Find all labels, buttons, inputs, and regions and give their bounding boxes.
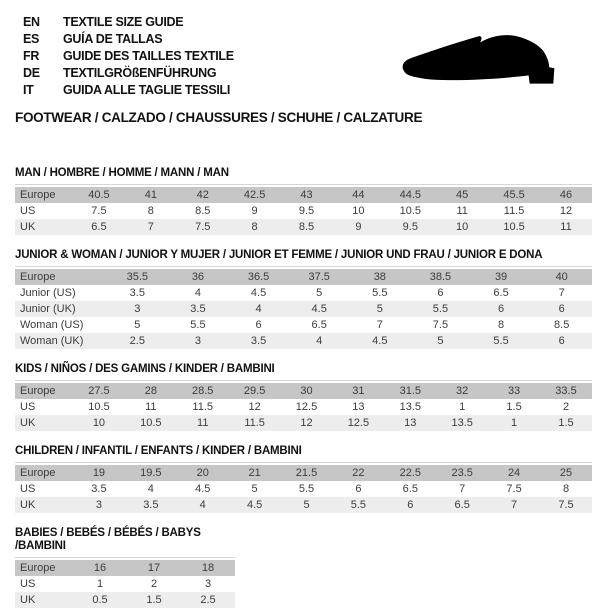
language-label: TEXTILE SIZE GUIDE [63, 15, 184, 29]
size-value: 6.5 [91, 221, 107, 233]
size-value: 3.5 [143, 499, 159, 511]
size-value: 36 [191, 271, 205, 283]
size-value: 4.5 [372, 335, 388, 347]
size-value: 5 [376, 303, 383, 315]
size-value: 42.5 [243, 189, 266, 201]
size-value: 12 [248, 401, 261, 413]
size-value: 6 [355, 483, 362, 495]
size-value: 6.5 [311, 319, 327, 331]
size-value: 5.5 [298, 483, 315, 495]
size-value: 7.5 [558, 499, 574, 511]
size-table-title: CHILDREN / INFANTIL / ENFANTS / KINDER / BAMBINI [15, 445, 302, 457]
size-value: 1 [511, 417, 518, 429]
size-value: 3 [134, 303, 141, 315]
size-value: 6.5 [454, 499, 470, 511]
row-label: Junior (US) [20, 287, 76, 299]
size-value: 44 [352, 189, 365, 201]
table-row [15, 592, 235, 608]
language-label: TEXTILGRÖßENFÜHRUNG [63, 66, 217, 80]
size-value: 45 [456, 189, 469, 201]
size-value: 12.5 [295, 401, 318, 413]
size-value: 5 [251, 483, 258, 495]
size-value: 13 [352, 401, 365, 413]
language-label: GUIDE DES TAILLES TEXTILE [63, 49, 234, 63]
size-value: 6 [558, 335, 565, 347]
size-value: 24 [507, 467, 521, 479]
size-value: 5 [303, 499, 310, 511]
size-value: 13 [404, 417, 417, 429]
size-value: 8 [251, 221, 258, 233]
language-code: ES [23, 32, 40, 46]
table-row [15, 219, 592, 235]
table-row [15, 301, 592, 317]
size-table [15, 383, 592, 431]
row-label: UK [20, 221, 36, 233]
size-table [15, 465, 592, 513]
size-value: 33.5 [555, 385, 577, 397]
size-value: 12.5 [347, 417, 370, 429]
row-label: US [20, 205, 36, 217]
size-value: 6 [558, 303, 565, 315]
size-table-section [15, 445, 592, 513]
size-value: 5.5 [493, 335, 509, 347]
table-divider [15, 266, 592, 267]
size-value: 3 [194, 335, 201, 347]
language-code: DE [23, 66, 40, 80]
size-value: 6.5 [493, 287, 509, 299]
size-value: 20 [196, 467, 209, 479]
row-label: US [20, 483, 36, 495]
size-value: 31 [352, 385, 365, 397]
size-value: 10.5 [503, 221, 525, 233]
size-value: 6 [437, 287, 444, 299]
size-value: 7.5 [506, 483, 522, 495]
row-label: UK [20, 499, 36, 511]
size-value: 9 [251, 205, 258, 217]
table-row [15, 399, 592, 415]
size-table-title: BABIES / BEBÉS / BÉBÉS / BABYS /BAMBINI [15, 527, 201, 552]
table-row [15, 415, 592, 431]
size-value: 21.5 [295, 467, 318, 479]
size-value: 46 [559, 189, 573, 201]
size-value: 5 [134, 319, 141, 331]
size-table [15, 269, 592, 349]
size-value: 28 [144, 385, 157, 397]
size-value: 11.5 [503, 205, 525, 217]
category-heading: FOOTWEAR / CALZADO / CHAUSSURES / SCHUHE / CALZATURE [15, 110, 423, 125]
language-code: FR [23, 49, 40, 63]
size-value: 2.5 [200, 594, 216, 606]
size-value: 4 [147, 483, 154, 495]
size-value: 8 [562, 483, 570, 495]
size-value: 6 [255, 319, 262, 331]
row-label: Europe [20, 189, 56, 201]
row-label: Europe [20, 271, 56, 283]
size-value: 2 [562, 401, 570, 413]
size-value: 5.5 [372, 287, 388, 299]
size-value: 9.5 [298, 205, 315, 217]
size-value: 3 [95, 499, 102, 511]
size-value: 35.5 [126, 271, 149, 283]
size-value: 11.5 [244, 417, 265, 429]
size-value: 5 [316, 287, 323, 299]
table-row [15, 465, 592, 481]
size-value: 6.5 [402, 483, 418, 495]
size-value: 3.5 [190, 303, 206, 315]
size-value: 25 [559, 467, 573, 479]
table-divider [15, 557, 235, 558]
language-label: GUIDA ALLE TAGLIE TESSILI [63, 83, 231, 97]
size-value: 5 [437, 335, 444, 347]
size-value: 11 [145, 401, 157, 413]
size-table-title: MAN / HOMBRE / HOMME / MANN / MAN [15, 167, 229, 179]
size-tables [15, 167, 590, 608]
size-value: 30 [300, 385, 313, 397]
size-value: 1.5 [146, 594, 162, 606]
table-row [15, 269, 592, 285]
size-value: 39 [494, 271, 508, 283]
size-value: 10 [352, 205, 365, 217]
size-value: 4 [199, 499, 206, 511]
size-table-section [15, 167, 592, 235]
row-label: US [20, 401, 36, 413]
size-value: 10.5 [88, 401, 110, 413]
size-value: 4.5 [195, 483, 211, 495]
size-value: 5.5 [350, 499, 367, 511]
size-value: 28.5 [192, 385, 214, 397]
size-value: 3.5 [91, 483, 107, 495]
row-label: Europe [20, 467, 56, 479]
size-value: 7 [558, 287, 565, 299]
size-value: 10 [92, 417, 106, 429]
row-label: UK [20, 417, 36, 429]
table-row [15, 560, 235, 576]
size-value: 4.5 [250, 287, 267, 299]
size-value: 10 [456, 221, 469, 233]
row-label: Woman (US) [20, 319, 84, 331]
table-row [15, 317, 592, 333]
size-value: 6 [407, 499, 414, 511]
row-label: US [20, 578, 36, 590]
size-value: 8 [498, 319, 505, 331]
size-value: 12 [300, 417, 313, 429]
size-value: 8 [147, 205, 154, 217]
size-value: 29.5 [243, 385, 266, 397]
size-table [15, 187, 592, 235]
size-value: 31.5 [399, 385, 421, 397]
size-value: 19.5 [140, 467, 162, 479]
language-code: IT [23, 83, 34, 97]
size-value: 7.5 [432, 319, 449, 331]
size-value: 1 [459, 401, 466, 413]
size-value: 45.5 [503, 189, 525, 201]
size-value: 8.5 [298, 221, 315, 233]
size-value: 40 [555, 271, 568, 283]
size-value: 11 [197, 417, 209, 429]
size-value: 19 [92, 467, 106, 479]
size-value: 18 [201, 562, 215, 574]
language-code: EN [23, 15, 40, 29]
size-value: 43 [300, 189, 313, 201]
table-row [15, 187, 592, 203]
size-value: 4 [194, 287, 201, 299]
size-value: 0.5 [92, 594, 108, 606]
size-table-section [15, 363, 592, 431]
table-row [15, 285, 592, 301]
size-value: 27.5 [88, 385, 110, 397]
size-table [15, 560, 235, 608]
size-value: 2 [150, 578, 158, 590]
size-table-title: KIDS / NIÑOS / DES GAMINS / KINDER / BAMBINI [15, 363, 275, 375]
size-value: 16 [93, 562, 107, 574]
table-divider [15, 462, 592, 463]
size-value: 4.5 [311, 303, 327, 315]
table-row [15, 481, 592, 497]
size-value: 1.5 [558, 417, 574, 429]
size-value: 1.5 [506, 401, 522, 413]
table-row [15, 576, 235, 592]
size-value: 7 [459, 483, 466, 495]
size-value: 11.5 [192, 401, 214, 413]
size-value: 22 [352, 467, 365, 479]
row-label: Europe [20, 385, 56, 397]
table-divider [15, 184, 592, 185]
size-value: 7.5 [195, 221, 211, 233]
size-value: 38.5 [429, 271, 452, 283]
size-value: 7.5 [91, 205, 107, 217]
size-value: 41 [144, 189, 157, 201]
size-value: 3.5 [250, 335, 267, 347]
row-label: Europe [20, 562, 56, 574]
size-value: 38 [373, 271, 386, 283]
size-value: 22.5 [399, 467, 421, 479]
row-label: Junior (UK) [20, 303, 76, 315]
table-row [15, 383, 592, 399]
size-value: 11 [560, 221, 572, 233]
language-label: GUÍA DE TALLAS [63, 32, 163, 46]
size-value: 1 [96, 578, 104, 590]
row-label: Woman (UK) [20, 335, 84, 347]
size-value: 42 [196, 189, 209, 201]
size-value: 17 [147, 562, 161, 574]
size-value: 8.5 [554, 319, 570, 331]
size-table-title: JUNIOR & WOMAN / JUNIOR Y MUJER / JUNIOR ET FEMME / JUNIOR UND FRAU / JUNIOR E DONA [15, 249, 543, 261]
table-row [15, 333, 592, 349]
size-table-section [15, 527, 235, 608]
size-value: 3.5 [129, 287, 145, 299]
row-label: UK [20, 594, 36, 606]
table-row [15, 203, 592, 219]
size-value: 37.5 [308, 271, 330, 283]
size-value: 7 [147, 221, 154, 233]
size-value: 8.5 [195, 205, 211, 217]
size-value: 36.5 [247, 271, 270, 283]
size-value: 3 [204, 578, 212, 590]
size-value: 4 [255, 303, 262, 315]
shoe-icon [398, 24, 578, 96]
size-value: 4.5 [246, 499, 263, 511]
size-value: 5.5 [432, 303, 449, 315]
size-value: 7 [511, 499, 518, 511]
size-value: 5.5 [190, 319, 206, 331]
size-value: 4 [316, 335, 323, 347]
size-value: 21 [248, 467, 261, 479]
table-row [15, 497, 592, 513]
size-value: 33 [507, 385, 521, 397]
size-value: 10.5 [399, 205, 421, 217]
size-value: 9 [355, 221, 362, 233]
size-table-section [15, 249, 592, 349]
size-value: 32 [456, 385, 469, 397]
size-value: 9.5 [402, 221, 418, 233]
size-value: 23.5 [451, 467, 473, 479]
size-value: 44.5 [399, 189, 421, 201]
size-value: 12 [559, 205, 573, 217]
size-value: 7 [376, 319, 383, 331]
size-value: 13.5 [451, 417, 473, 429]
table-divider [15, 380, 592, 381]
size-value: 11 [456, 205, 468, 217]
size-value: 10.5 [140, 417, 162, 429]
size-value: 6 [498, 303, 505, 315]
size-value: 40.5 [88, 189, 110, 201]
size-value: 13.5 [399, 401, 421, 413]
size-value: 2.5 [129, 335, 145, 347]
